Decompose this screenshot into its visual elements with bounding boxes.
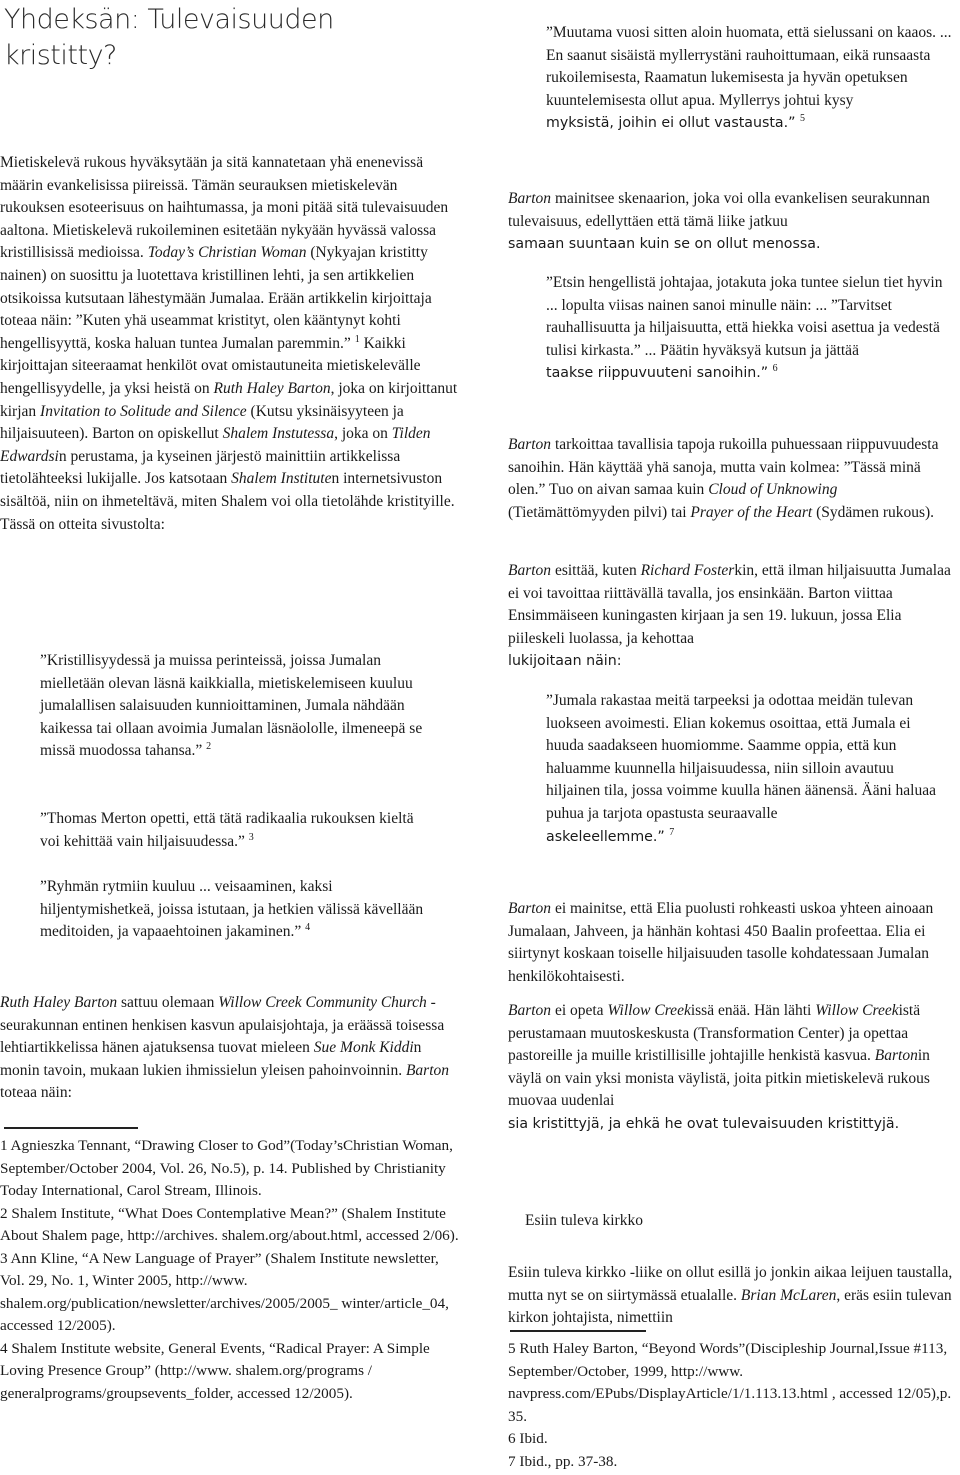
quote-text: ”Etsin hengellistä johtajaa, jotakuta joka tuntee sielun tiet hyvin ... lopulta viisas nainen sanoi minulle näin: ... ”Tarvitset rauhallisuutta ja hiljaisuutta, että hiekka voisi asettua ja vedestä tulisi kirkasta.” ... Päätin hyväksyä kutsun ja jättää <box>546 274 943 359</box>
text-run: n internetsivuston sisältöä, niin on ihmeteltävä, miten Shalem voi olla tietolähde kristityille. Tässä on otteita sivustolta: <box>0 470 455 533</box>
text-run-italic: Barton <box>508 190 552 207</box>
text-run: ei opeta <box>551 1002 608 1019</box>
text-run-italic: Barton <box>508 1002 552 1019</box>
text-run: tarkoittaa tavallisia tapoja rukoilla puhuessaan riippuvuudesta sanoihin. Hän käyttää yhä sanoja, mutta vain kolmea: ”Tässä minä olen.” Tuo on aivan samaa kuin <box>508 436 939 499</box>
text-run: , eräs esiin tulevan kirkon johtajista, nimettiin <box>508 1286 952 1327</box>
text-run: , joka on <box>334 425 392 443</box>
footnote-ref: 3 <box>248 831 254 843</box>
text-run-italic: Willow Creek Community Church <box>218 994 427 1011</box>
intro-paragraph <box>0 152 465 536</box>
footnote-divider <box>4 1127 138 1129</box>
block-quote-1 <box>40 650 425 763</box>
footnote-6: 6 Ibid. <box>508 1430 548 1447</box>
footnote-1: 1 Agnieszka Tennant, “Drawing Closer to God”(Today’sChristian Woman, September/October 2004, Vol. 26, No.5), p. 14. Published by Christianity Today International, Carol Stream, Illinois. <box>0 1137 453 1199</box>
quote-text: ”Muutama vuosi sitten aloin huomata, että sielussani on kaaos. ... En saanut sisäistä myllerrystäni rauhoittumaan, eikä runsaasta rukoilemisesta, Raamatun lukemisesta ja hyvän opetuksen kuuntelemisesta ollut apua. Myllerrys johtui kysy <box>546 24 952 109</box>
footnote-4: 4 Shalem Institute website, General Events, “Radical Prayer: A Simple Loving Presence Group” (http://www. shalem.org/programs / generalprograms/groupsevents_folder, accessed 12/2005). <box>0 1339 430 1402</box>
scenario-paragraph <box>508 188 956 256</box>
footnote-ref: 5 <box>800 113 805 125</box>
text-run-italic: Tilden Edwardsi <box>0 425 431 465</box>
page-title: Yhdeksän: Tulevaisuuden kristitty? <box>4 4 334 71</box>
text-run-italic: Barton <box>508 562 552 579</box>
footnotes-right <box>508 1338 956 1473</box>
text-run: Esiin tuleva kirkko -liike on ollut esillä jo jonkin aikaa leijuen taustalla, mutta nyt se on siirtymässä etualalle. <box>508 1264 953 1304</box>
text-run-italic: Brian McLaren <box>740 1286 837 1304</box>
text-run-italic: Richard Foster <box>640 562 735 579</box>
text-run: istä perustamaan muutoskeskusta (Transformation Center) ja opettaa pastoreille ja muille kristillisille johtajille henkistä kasvua. <box>508 1002 921 1065</box>
text-run: -seurakunnan entinen henkisen kasvun apulaisjohtaja, ja eräässä toisessa lehtiartikkelissa hänen ajatuksensa tuovat mieleen <box>0 994 445 1057</box>
text-run-italic: Ruth Haley Barton <box>213 379 331 397</box>
text-run: Mietiskelevä rukous hyväksytään ja sitä kannatetaan yhä enenevissä määrin evankelisissa piireissä. Tämän seurauksen mietiskelevän rukouksen esoteerisuus on haihtumassa, ja moni pitää sitä tulevaisuuden aaltona. Mietiskelevä rukoileminen esitetään nykyään hyvässä valossa kristillisissä medioissa. <box>0 154 449 262</box>
text-run: n monin tavoin, mukaan lukien ihmissielun yleisen pahoinvoinnin. <box>0 1039 422 1079</box>
text-run: samaan suuntaan kuin se on ollut menossa. <box>508 236 821 253</box>
footnote-ref: 1 <box>354 333 360 345</box>
text-run: (Kutsu yksinäisyyteen ja hiljaisuuteen). Barton on opiskellut <box>0 402 404 443</box>
elijah-paragraph <box>508 898 956 988</box>
text-run-italic: Invitation to Solitude and Silence <box>40 402 247 420</box>
text-run-italic: Today’s Christian Woman <box>147 244 307 262</box>
text-run-italic: Sue Monk Kiddi <box>313 1039 414 1057</box>
block-quote-7 <box>546 690 936 848</box>
text-run: (Sydämen rukous). <box>812 503 935 521</box>
block-quote-5 <box>546 22 954 135</box>
footnote-7: 7 Ibid., pp. 37-38. <box>508 1452 618 1470</box>
willow-creek-paragraph <box>508 1000 956 1136</box>
quote-text: ”Ryhmän rytmiin kuuluu ... veisaaminen, kaksi hiljentymishetkeä, joissa istutaan, ja hetkien välissä kävellään meditoiden, ja vapaaehtoinen jakaminen.” <box>40 878 424 941</box>
text-run: toteaa näin: <box>0 1084 72 1102</box>
text-run-italic: Barton <box>508 436 552 453</box>
text-run: mainitsee skenaarion, joka voi olla evankelisen seurakunnan tulevaisuus, edellyttäen että tämä liike jatkuu <box>508 190 930 230</box>
block-quote-6 <box>546 272 946 385</box>
barton-paragraph <box>0 992 455 1105</box>
quote-text: ”Kristillisyydessä ja muissa perinteissä, joissa Jumalan mielletään olevan läsnä kaikkialla, mietiskelemiseen kuuluu jumalallisen salaisuuden kunnioittaminen, Jumala nähdään kaikessa tai ollaan avoimia Jumalan läsnäololle, ilmeneepä se missä muodossa tahansa.” <box>40 652 423 760</box>
text-run-italic: Barton <box>508 900 552 917</box>
quote-text: ”Jumala rakastaa meitä tarpeeksi ja odottaa meidän tulevan luokseen avoimesti. Elian kokemus osoittaa, että Jumala ei huuda saadakseen huomiomme. Saamme oppia, että kun haluamme kuunnella hiljaisuudessa, niin silloin avautuu hiljainen tila, jossa voimme kuulla hänen äänensä. Ääni haluaa puhua ja tarjota opastusta seuraavalle <box>546 692 936 822</box>
footnotes-left <box>0 1135 460 1405</box>
text-run-italic: Barton <box>405 1061 450 1079</box>
quote-text: myksistä, joihin ei ollut vastausta.” <box>546 115 800 132</box>
text-run-italic: Willow Creek <box>607 1002 691 1019</box>
text-run-italic: Barton <box>874 1047 918 1065</box>
text-run: n perustama, ja kyseinen järjestö mainittiin artikkelissa tietolähteeksi lukijalle. Jos katsotaan <box>0 447 401 488</box>
text-run: esittää, kuten <box>551 562 641 579</box>
text-run: lukijoitaan näin: <box>508 653 622 670</box>
emerging-church-paragraph <box>508 1262 956 1330</box>
block-quote-3 <box>40 876 425 944</box>
text-run: sattuu olemaan <box>117 994 219 1011</box>
words-paragraph <box>508 434 948 524</box>
text-run-italic: Cloud of Unknowing <box>708 481 838 499</box>
footnote-5: 5 Ruth Haley Barton, “Beyond Words”(Discipleship Journal,Issue #113, September/October, 1999, http://www. navpress.com/EPubs/DisplayArticle/1/1.113.13.html , accessed 12/05),p. 35. <box>508 1340 952 1425</box>
text-run: kin, että ilman hiljaisuutta Jumalaa ei voi tavoittaa riittävällä tavalla, jos ensinkään. Barton viittaa Ensimmäiseen kuningasten kirjaan ja sen 19. lukuun, jossa Elia piileskeli luolassa, ja kehottaa <box>508 562 951 647</box>
text-run: issä enää. Hän lähti <box>690 1002 816 1019</box>
text-run: , joka on kirjoittanut kirjan <box>0 379 458 420</box>
text-run-italic: Prayer of the Heart <box>690 503 813 521</box>
quote-text: ”Thomas Merton opetti, että tätä radikaalia rukouksen kieltä voi kehittää vain hiljaisuudessa.” <box>40 810 414 850</box>
footnote-ref: 4 <box>305 922 311 934</box>
text-run-italic: Ruth Haley Barton <box>0 994 118 1011</box>
text-run: (Tietämättömyyden pilvi) tai <box>508 503 691 521</box>
text-run: in väylä on vain yksi monista väylistä, joita pitkin mietiskelevä rukous muovaa uudenlai <box>508 1047 930 1110</box>
footnote-divider <box>510 1330 646 1332</box>
quote-text: askeleellemme.” <box>546 828 670 845</box>
text-run: Kaikki kirjoittajan siteeraamat henkilöt ovat omistautuneita mietiskelevälle hengellisyydelle, ja yksi heistä on <box>0 334 421 397</box>
text-run: (Nykyajan kristitty nainen) on suosittu ja luotettava kristillinen lehti, ja sen artikkelien otsikoissa kutsutaan lähestymään Jumalaa. Erään artikkelin kirjoittaja toteaa näin: ”Kuten yhä useammat kristityt, olen kääntynyt kohti hengellisyyttä, koska haluan tuntea Jumalan paremmin.” <box>0 244 432 352</box>
quote-text: taakse riippuvuuteni sanoihin.” <box>546 365 773 382</box>
text-run-italic: Shalem Instutessa <box>222 425 335 443</box>
block-quote-2 <box>40 808 425 853</box>
silence-paragraph <box>508 560 956 673</box>
footnote-2: 2 Shalem Institute, “What Does Contemplative Mean?” (Shalem Institute About Shalem page, http://archives. shalem.org/about.html, accessed 2/06). <box>0 1204 459 1244</box>
text-run: ei mainitse, että Elia puolusti rohkeasti uskoa yhteen ainoaan Jumalaan, Jahveen, ja hänhän kohtasi 450 Baalin profeettaa. Elia ei siirtynyt koskaan toiselle hiljaisuuden tasolle kohdatessaan Jumalan henkilökohtaisesti. <box>508 900 934 985</box>
text-run-italic: Shalem Institute <box>231 470 332 488</box>
footnote-ref: 6 <box>772 363 778 375</box>
text-run: sia kristittyjä, ja ehkä he ovat tulevaisuuden kristittyjä. <box>508 1115 900 1132</box>
footnote-3: 3 Ann Kline, “A New Language of Prayer” (Shalem Institute newsletter, Vol. 29, No. 1, Winter 2005, http://www. shalem.org/publication/newsletter/archives/2005/2005_ winter/article_04, accessed 12/2005). <box>0 1249 449 1334</box>
footnote-ref: 7 <box>669 826 675 838</box>
text-run-italic: Willow Creek <box>815 1002 899 1019</box>
footnote-ref: 2 <box>206 741 212 753</box>
section-subheading: Esiin tuleva kirkko <box>525 1212 643 1229</box>
